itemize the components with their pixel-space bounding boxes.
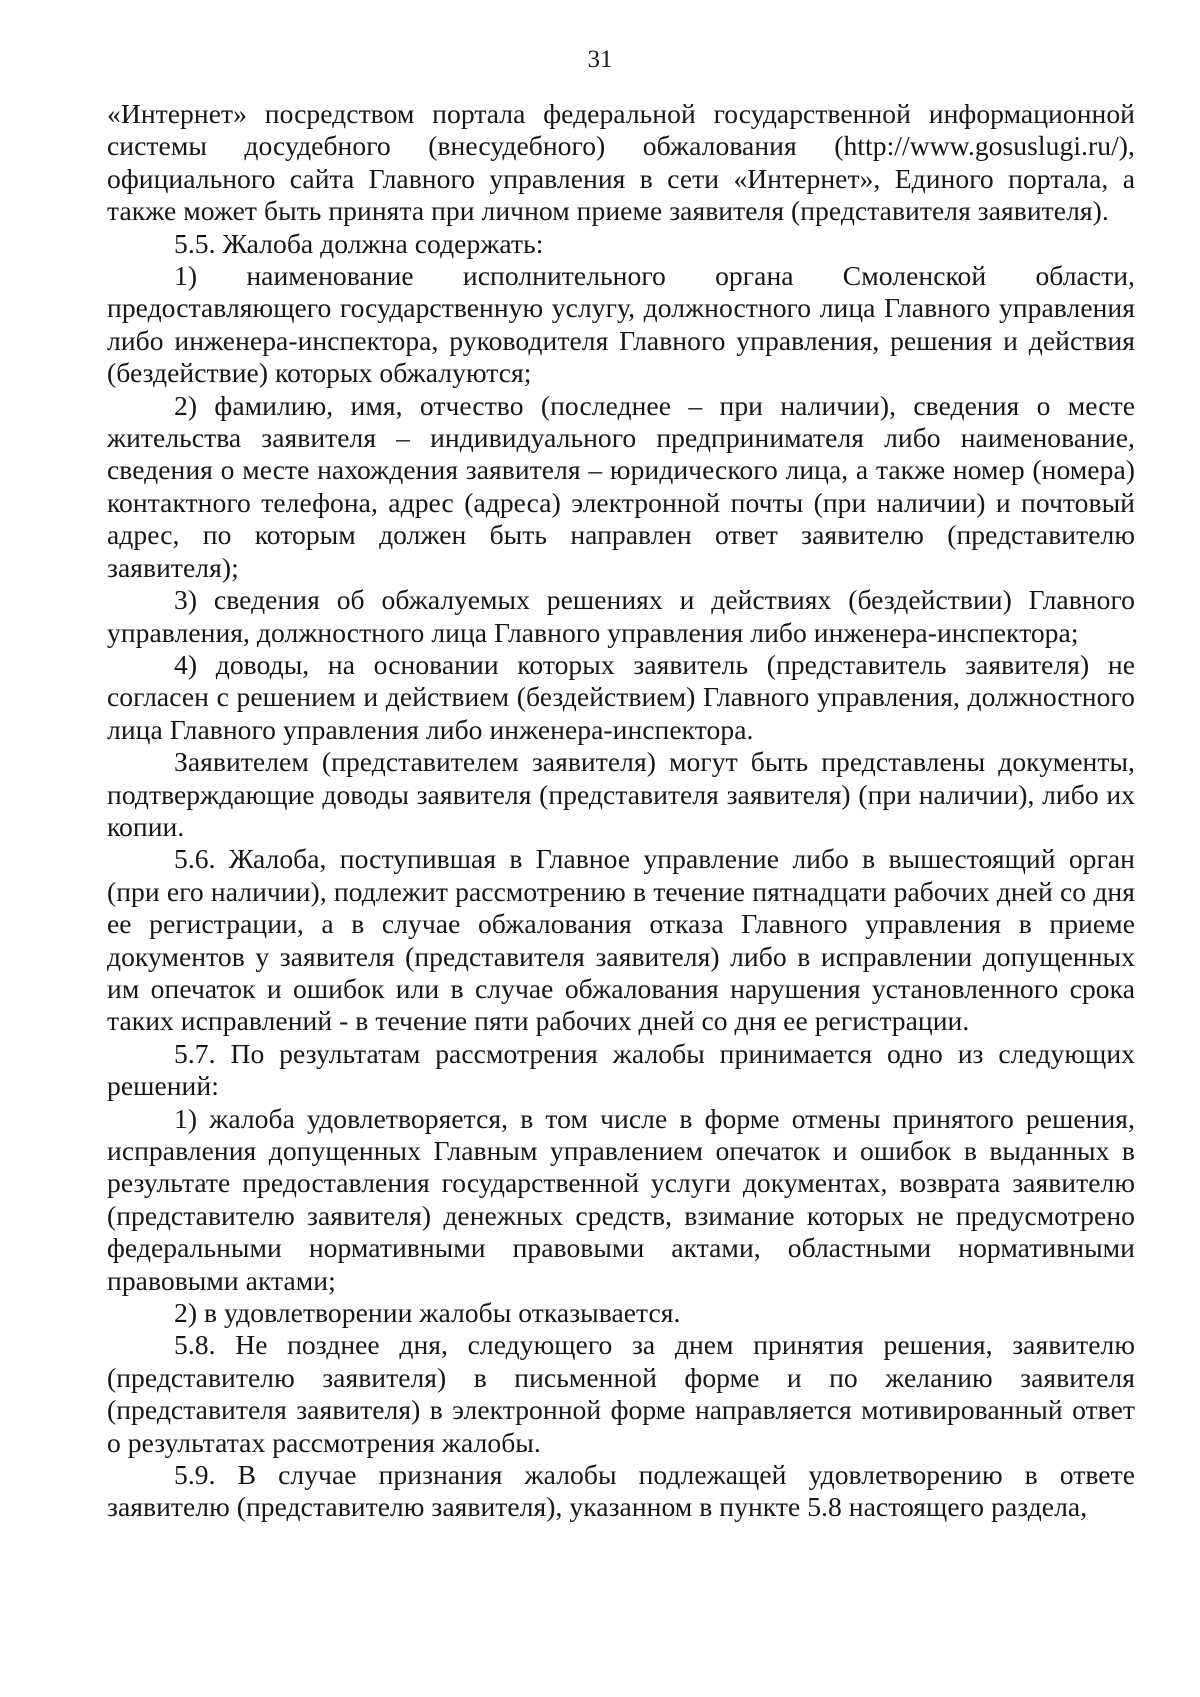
paragraph-5-5-item-3: 3) сведения об обжалуемых решениях и действиях (бездействии) Главного управления, должностного лица Главного управления либо инженера-инспектора; — [107, 584, 1135, 648]
paragraph-5-7: 5.7. По результатам рассмотрения жалобы принимается одно из следующих решений: — [107, 1037, 1135, 1102]
paragraph-documents-note: Заявителем (представителем заявителя) могут быть представлены документы, подтверждающие доводы заявителя (представителя заявителя) (при наличии), либо их копии. — [107, 746, 1135, 842]
paragraph-5-5-item-2: 2) фамилию, имя, отчество (последнее – при наличии), сведения о месте жительства заявителя – индивидуального предпринимателя либо наименование, сведения о месте нахождения заявителя – юридического лица, а также номер (номера) контактного телефона, адрес (адреса) электронной почты (при наличии) и почтовый адрес, по которым должен быть направлен ответ заявителю (представителю заявителя); — [107, 389, 1135, 583]
paragraph-5-7-item-2: 2) в удовлетворении жалобы отказывается. — [174, 1297, 681, 1329]
paragraph-continuation: «Интернет» посредством портала федеральной государственной информационной системы досудебного (внесудебного) обжалования (http://www.gosuslugi.ru/), официального сайта Главного управления в сети «Интернет», Единого портала, а также может быть принята при личном приеме заявителя (представителя заявителя). — [107, 98, 1135, 227]
paragraph-5-5-item-1: 1) наименование исполнительного органа Смоленской области, предоставляющего государственную услугу, должностного лица Главного управления либо инженера-инспектора, руководителя Главного управления, решения и действия (бездействие) которых обжалуются; — [107, 260, 1135, 389]
document-body — [107, 98, 1135, 1524]
paragraph-5-7-item-1: 1) жалоба удовлетворяется, в том числе в форме отмены принятого решения, исправления допущенных Главным управлением опечаток и ошибок в выданных в результате предоставления государственной услуги документах, возврата заявителю (представителю заявителя) денежных средств, взимание которых не предусмотрено федеральными нормативными правовыми актами, областными нормативными правовыми актами; — [107, 1102, 1135, 1296]
paragraph-5-9: 5.9. В случае признания жалобы подлежащей удовлетворению в ответе заявителю (представителю заявителя), указанном в пункте 5.8 настоящего раздела, — [107, 1459, 1135, 1523]
paragraph-5-8: 5.8. Не позднее дня, следующего за днем принятия решения, заявителю (представителю заявителя) в письменной форме и по желанию заявителя (представителя заявителя) в электронной форме направляется мотивированный ответ о результатах рассмотрения жалобы. — [107, 1329, 1135, 1458]
paragraph-5-5-item-4: 4) доводы, на основании которых заявитель (представитель заявителя) не согласен с решением и действием (бездействием) Главного управления, должностного лица Главного управления либо инженера-инспектора. — [107, 648, 1135, 745]
paragraph-5-5-heading: 5.5. Жалоба должна содержать: — [174, 227, 544, 259]
page-number: 31 — [587, 46, 613, 73]
paragraph-5-6: 5.6. Жалоба, поступившая в Главное управление либо в вышестоящий орган (при его наличии), подлежит рассмотрению в течение пятнадцати рабочих дней со дня ее регистрации, а в случае обжалования отказа Главного управления в приеме документов у заявителя (представителя заявителя) либо в исправлении допущенных им опечаток и ошибок или в случае обжалования нарушения установленного срока таких исправлений - в течение пяти рабочих дней со дня ее регистрации. — [107, 843, 1135, 1037]
